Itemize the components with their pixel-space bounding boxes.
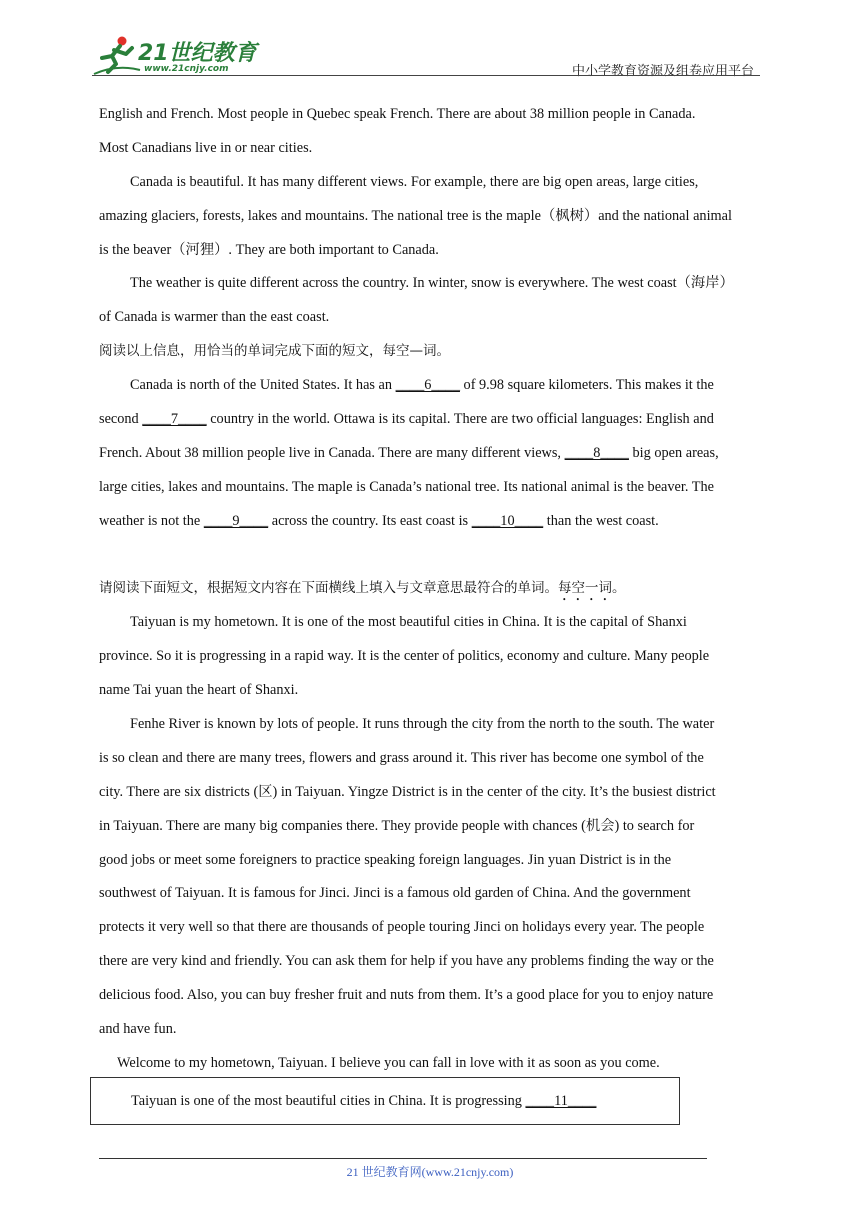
summary-line: second ____7____ country in the world. Ottawa is its capital. There are two official languages: English and — [99, 411, 714, 428]
text-line: Taiyuan is my hometown. It is one of the most beautiful cities in China. It is the capital of Shanxi — [130, 614, 687, 631]
emphasis-text: 每空一词 — [558, 580, 612, 597]
blank-7: ____7____ — [142, 411, 207, 428]
header-rule — [92, 75, 760, 76]
page-header — [92, 30, 760, 80]
text-line: protects it very well so that there are thousands of people touring Jinci on holidays every year. The people — [99, 919, 705, 936]
summary-box-text: Taiyuan is one of the most beautiful cities in China. It is progressing ____11____ — [131, 1093, 597, 1109]
summary-canada — [99, 369, 761, 538]
summary-line: Canada is north of the United States. It has an ____6____ of 9.98 square kilometers. This makes it the — [130, 377, 714, 394]
passage-taiyuan — [99, 606, 761, 1047]
text-line: Most Canadians live in or near cities. — [99, 139, 313, 156]
logo-text: 21世纪教育 — [138, 41, 257, 66]
text-line: city. There are six districts (区) in Taiyuan. Yingze District is in the center of the city. It’s the busiest district — [99, 783, 716, 800]
footer-rule — [99, 1158, 707, 1159]
closing-line: Welcome to my hometown, Taiyuan. I believe you can fall in love with it as soon as you come. — [117, 1054, 660, 1071]
passage-canada — [99, 98, 761, 335]
spacer — [99, 539, 761, 573]
text-line: of Canada is warmer than the east coast. — [99, 309, 330, 326]
header-tagline: 中小学教育资源及组卷应用平台 — [571, 63, 754, 78]
page-footer: 21 世纪教育网(www.21cnjy.com) — [346, 1165, 514, 1179]
summary-line: weather is not the ____9____ across the country. Its east coast is ____10____ than the west coast. — [99, 512, 659, 529]
text-line: and have fun. — [99, 1021, 177, 1038]
text-line: The weather is quite different across the country. In winter, snow is everywhere. The west coast（海岸） — [130, 275, 734, 292]
logo — [92, 34, 262, 76]
document-body — [99, 98, 761, 1081]
text-line: is so clean and there are many trees, flowers and grass around it. This river has become one symbol of the — [99, 749, 704, 766]
text-line: name Tai yuan the heart of Shanxi. — [99, 682, 299, 699]
blank-9: ____9____ — [203, 512, 269, 529]
blank-11: ____11____ — [525, 1093, 597, 1109]
text-line: English and French. Most people in Quebec speak French. There are about 38 million people in Canada. — [99, 106, 696, 122]
text-line: there are very kind and friendly. You can ask them for help if you have any problems finding the way or the — [99, 953, 714, 970]
text-line: Fenhe River is known by lots of people. It runs through the city from the north to the south. The water — [130, 716, 715, 733]
text-line: southwest of Taiyuan. It is famous for Jinci. Jinci is a famous old garden of China. And the government — [99, 885, 691, 902]
blank-8: ____8____ — [564, 444, 629, 461]
runner-logo-icon — [92, 34, 142, 76]
text-line: in Taiyuan. There are many big companies there. They provide people with chances (机会) to search for — [99, 817, 695, 834]
instruction-1: 阅读以上信息，用恰当的单词完成下面的短文，每空—词。 — [99, 343, 450, 360]
blank-10: ____10____ — [471, 512, 544, 529]
summary-box — [90, 1077, 680, 1125]
text-line: is the beaver（河狸）. They are both important to Canada. — [99, 241, 439, 258]
text-line: province. So it is progressing in a rapid way. It is the center of politics, economy and culture. Many people — [99, 648, 710, 665]
summary-line: large cities, lakes and mountains. The maple is Canada’s national tree. Its national animal is the beaver. The — [99, 478, 714, 495]
logo-url: www.21cnjy.com — [144, 64, 229, 74]
text-line: Canada is beautiful. It has many different views. For example, there are big open areas, large cities, — [130, 173, 699, 190]
text-line: good jobs or meet some foreigners to practice speaking foreign languages. Jin yuan District is in the — [99, 851, 672, 868]
instruction-2: 请阅读下面短文，根据短文内容在下面横线上填入与文章意思最符合的单词。每空一词。 — [99, 580, 626, 597]
text-line: delicious food. Also, you can buy fresher fruit and nuts from them. It’s a good place for you to enjoy nature — [99, 987, 714, 1004]
text-line: amazing glaciers, forests, lakes and mountains. The national tree is the maple（枫树）and the national animal — [99, 207, 732, 224]
blank-6: ____6____ — [395, 377, 460, 394]
summary-line: French. About 38 million people live in Canada. There are many different views, ____8____ big open areas, — [99, 444, 719, 461]
